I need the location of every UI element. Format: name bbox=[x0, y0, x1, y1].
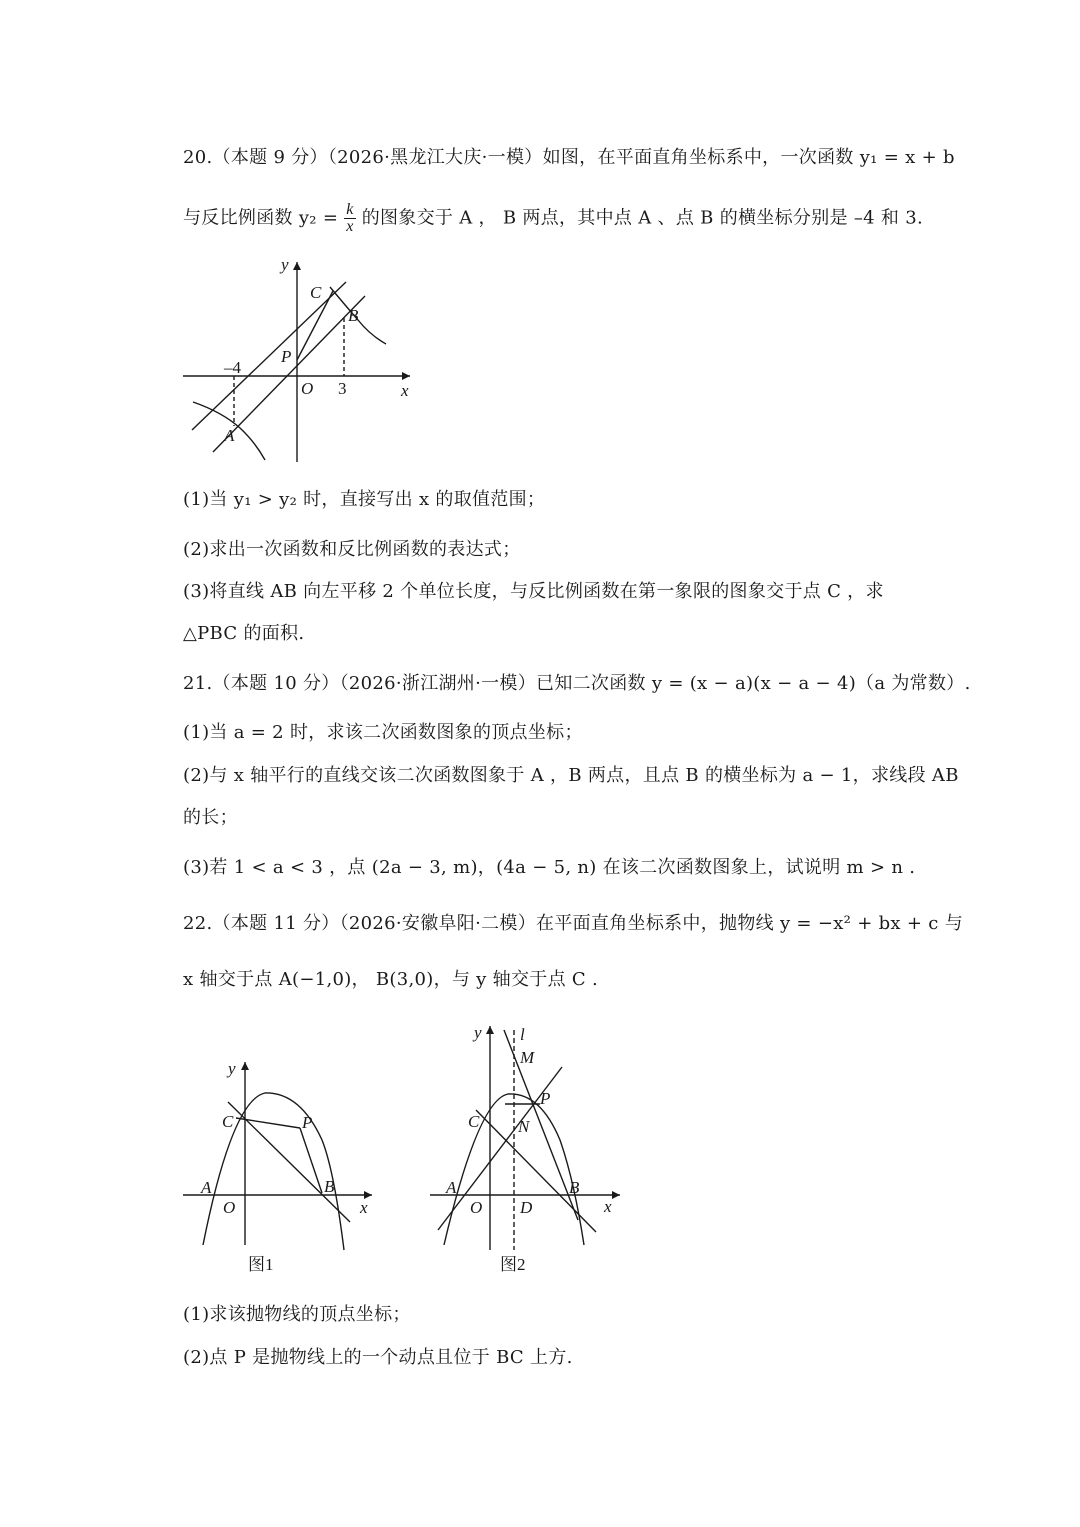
q20-stem-line2 bbox=[183, 202, 923, 235]
q20-label-y: y bbox=[281, 255, 289, 274]
q20-stem-line2-start: 与反比例函数 y₂ = bbox=[183, 207, 339, 229]
fig2-label-C: C bbox=[468, 1112, 480, 1131]
fig2-label-l: l bbox=[520, 1025, 525, 1044]
fig1-y-arrow-icon bbox=[241, 1062, 249, 1070]
fig2-line-MB bbox=[504, 1030, 578, 1220]
fig2-label-x: x bbox=[604, 1197, 612, 1216]
q20-stem-line2-end: 的图象交于 A ， B 两点，其中点 A 、点 B 的横坐标分别是 –4 和 3. bbox=[361, 207, 924, 229]
fig1-label-x: x bbox=[360, 1198, 368, 1217]
q20-sub2: (2)求出一次函数和反比例函数的表达式； bbox=[183, 539, 521, 560]
fig1-label-P: P bbox=[302, 1113, 313, 1132]
q20-y-arrow-icon bbox=[293, 262, 301, 270]
fig2-y-arrow-icon bbox=[486, 1026, 494, 1034]
q20-sub3-line1: (3)将直线 AB 向左平移 2 个单位长度，与反比例函数在第一象限的图象交于点 C ，求 bbox=[183, 581, 884, 602]
q20-sub1: (1)当 y₁ > y₂ 时，直接写出 x 的取值范围； bbox=[183, 489, 546, 510]
fig2-label-A: A bbox=[446, 1178, 457, 1197]
q22-figure-2 bbox=[425, 1018, 635, 1280]
q20-sub3-line2: △PBC 的面积. bbox=[183, 623, 305, 644]
fig1-label-B: B bbox=[324, 1177, 335, 1196]
fig1-label-O: O bbox=[223, 1198, 236, 1217]
fraction-denominator: x bbox=[346, 218, 354, 235]
q22-sub2: (2)点 P 是抛物线上的一个动点且位于 BC 上方. bbox=[183, 1347, 573, 1368]
fig2-label-O: O bbox=[470, 1198, 483, 1217]
q20-stem-line1: 20.（本题 9 分）（2026·黑龙江大庆·一模）如图，在平面直角坐标系中，一次函数 y₁ = x + b bbox=[183, 147, 955, 168]
fig2-line-CB bbox=[476, 1110, 596, 1232]
fig2-label-y: y bbox=[474, 1023, 482, 1042]
fig2-label-D: D bbox=[520, 1198, 533, 1217]
fig1-label-y: y bbox=[228, 1059, 236, 1078]
line-shifted bbox=[192, 282, 346, 430]
q22-stem-line1: 22.（本题 11 分）（2026·安徽阜阳·二模）在平面直角坐标系中，抛物线 y = −x² + bx + c 与 bbox=[183, 913, 964, 934]
k-over-x-fraction bbox=[344, 202, 355, 235]
q22-figure-1 bbox=[180, 1050, 380, 1280]
fraction-numerator: k bbox=[346, 201, 354, 218]
fig2-label-N: N bbox=[518, 1117, 530, 1136]
q20-tick-neg4: –4 bbox=[224, 358, 241, 377]
q20-tick-3: 3 bbox=[338, 379, 347, 398]
q20-label-x: x bbox=[401, 381, 409, 400]
fig1-caption: 图1 bbox=[248, 1255, 274, 1274]
fig2-label-B: B bbox=[569, 1178, 580, 1197]
q20-label-A: A bbox=[224, 426, 235, 445]
q20-x-arrow-icon bbox=[402, 372, 410, 380]
q21-stem: 21.（本题 10 分）（2026·浙江湖州·一模）已知二次函数 y = (x − a)(x − a − 4)（a 为常数）. bbox=[183, 673, 971, 694]
q20-label-C: C bbox=[310, 283, 322, 302]
q21-sub1: (1)当 a = 2 时，求该二次函数图象的顶点坐标； bbox=[183, 722, 583, 743]
q20-figure bbox=[180, 252, 420, 467]
fig1-label-C: C bbox=[222, 1112, 234, 1131]
fig2-label-P: P bbox=[540, 1089, 551, 1108]
fig2-caption: 图2 bbox=[500, 1255, 526, 1274]
q22-stem-line2: x 轴交于点 A(−1,0)， B(3,0)，与 y 轴交于点 C . bbox=[183, 969, 599, 990]
q21-sub2-line2: 的长； bbox=[183, 807, 238, 828]
q20-label-O: O bbox=[301, 379, 314, 398]
q20-label-P: P bbox=[281, 347, 292, 366]
q21-sub2-line1: (2)与 x 轴平行的直线交该二次函数图象于 A ，B 两点，且点 B 的横坐标为 a − 1，求线段 AB bbox=[183, 765, 959, 786]
q21-sub3: (3)若 1 < a < 3 ，点 (2a − 3, m)，(4a − 5, n) 在该二次函数图象上，试说明 m > n . bbox=[183, 857, 916, 878]
q20-label-B: B bbox=[348, 306, 359, 325]
fig1-label-A: A bbox=[201, 1178, 212, 1197]
fig2-x-arrow-icon bbox=[612, 1191, 620, 1199]
q22-sub1: (1)求该抛物线的顶点坐标； bbox=[183, 1304, 411, 1325]
fig2-label-M: M bbox=[520, 1048, 535, 1067]
